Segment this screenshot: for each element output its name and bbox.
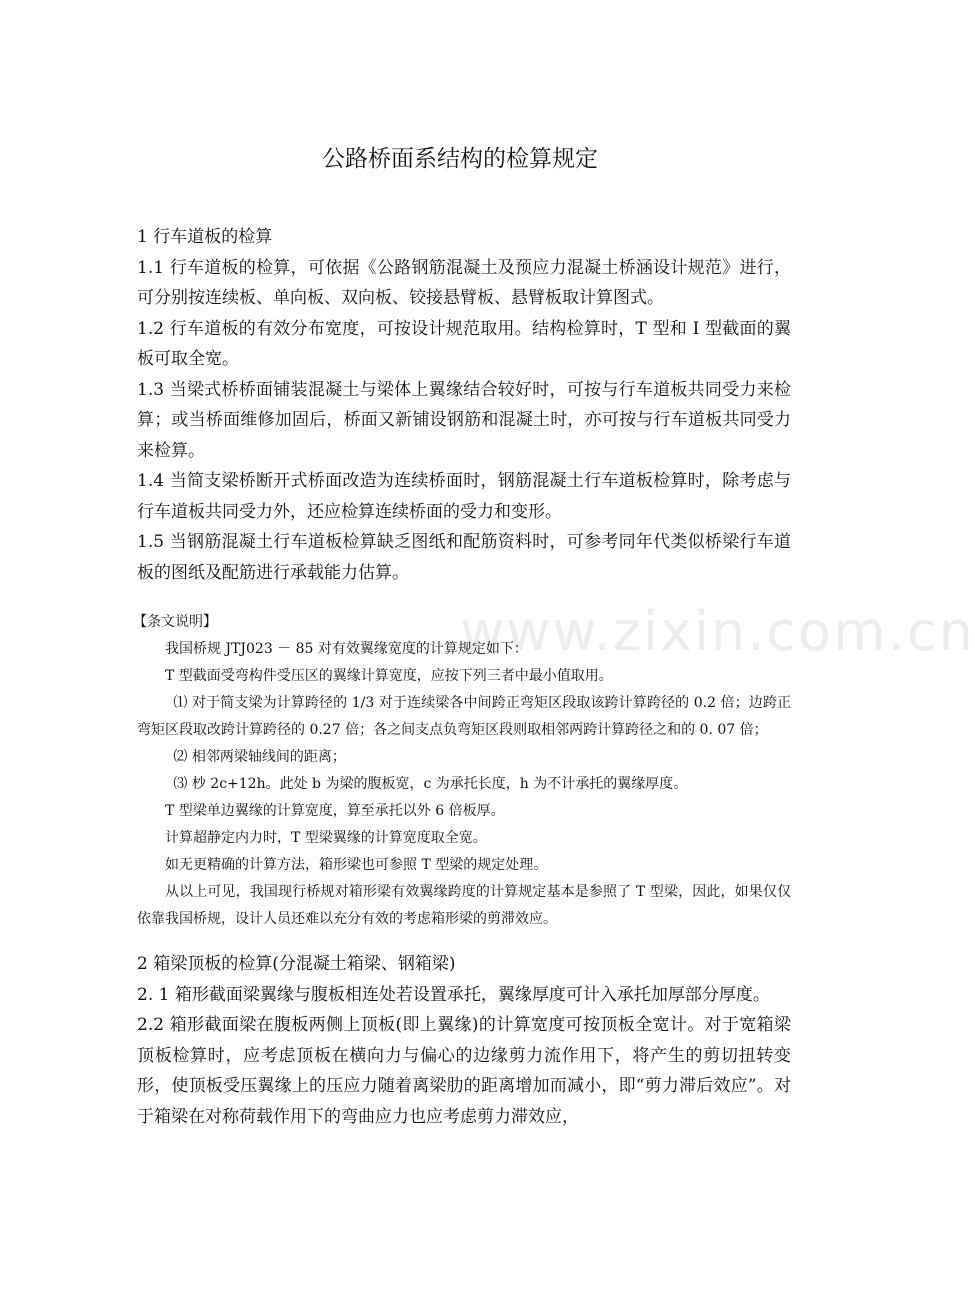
paragraph-1-3: 1.3 当梁式桥桥面铺装混凝土与梁体上翼缘结合较好时，可按与行车道板共同受力来检算；或当桥面维修加固后，桥面又新铺设钢筋和混凝土时，亦可按与行车道板共同受力来检算。	[137, 379, 791, 461]
note-paragraph: T 型截面受弯构件受压区的翼缘计算宽度，应按下列三者中最小值取用。	[165, 668, 613, 684]
paragraph-2-1: 2. 1 箱形截面梁翼缘与腹板相连处若设置承托，翼缘厚度可计入承托加厚部分厚度。	[137, 984, 770, 1005]
paragraph-2-2: 2.2 箱形截面梁在腹板两侧上顶板(即上翼缘)的计算宽度可按顶板全宽计。对于宽箱梁顶板检算时，应考虑顶板在横向力与偏心的边缘剪力流作用下，将产生的剪切扭转变形，使顶板受压翼缘上的压应力随着离梁肋的距离增加而减小，即“剪力滞后效应”。对于箱梁在对称荷载作用下的弯曲应力也应考虑剪力滞效应，	[137, 1015, 791, 1127]
note-list-item: ⑶ 杪 2c+12h。此处 b 为梁的腹板宽，c 为承托长度，h 为不计承托的翼缘厚度。	[173, 776, 688, 792]
paragraph-1-2: 1.2 行车道板的有效分布宽度，可按设计规范取用。结构检算时，T 型和 I 型截面的翼板可取全宽。	[137, 318, 791, 369]
note-paragraph: 从以上可见，我国现行桥规对箱形梁有效翼缘跨度的计算规定基本是参照了 T 型梁，因此，如果仅仅依靠我国桥规，设计人员还难以充分有效的考虑箱形梁的剪滞效应。	[137, 884, 791, 927]
paragraph-1-4: 1.4 当简支梁桥断开式桥面改造为连续桥面时，钢筋混凝土行车道板检算时，除考虑与行车道板共同受力外，还应检算连续桥面的受力和变形。	[137, 471, 791, 522]
note-paragraph: 我国桥规 JTJ023 － 85 对有效翼缘宽度的计算规定如下：	[165, 641, 528, 657]
note-header: 【条文说明】	[133, 614, 217, 630]
watermark: www.zixin.com.cn	[460, 600, 975, 663]
note-paragraph: T 型梁单边翼缘的计算宽度，算至承托以外 6 倍板厚。	[165, 803, 505, 819]
section-heading-2: 2 箱梁顶板的检算(分混凝土箱梁、钢箱梁)	[137, 954, 456, 974]
note-paragraph: 如无更精确的计算方法，箱形梁也可参照 T 型梁的规定处理。	[165, 857, 548, 873]
paragraph-1-5: 1.5 当钢筋混凝土行车道板检算缺乏图纸和配筋资料时，可参考同年代类似桥梁行车道板的图纸及配筋进行承载能力估算。	[137, 532, 791, 583]
note-list-item: ⑴ 对于简支梁为计算跨径的 1/3 对于连续梁各中间跨正弯矩区段取该跨计算跨径的 0.2 倍；边跨正弯矩区段取改跨计算跨径的 0.27 倍；各之间支点负弯矩区段则取相邻两跨计算跨径之和的 0. 07 倍；	[137, 695, 791, 738]
note-paragraph: 计算超静定内力时，T 型梁翼缘的计算宽度取全宽。	[165, 830, 487, 846]
section-heading-1: 1 行车道板的检算	[137, 227, 273, 247]
note-block	[133, 608, 791, 933]
note-list-item: ⑵ 相邻两梁轴线间的距离；	[173, 749, 346, 765]
paragraph-1-1: 1.1 行车道板的检算，可依据《公路钢筋混凝土及预应力混凝土桥涵设计规范》进行，可分别按连续板、单向板、双向板、铰接悬臂板、悬臂板取计算图式。	[137, 257, 791, 308]
document-body	[133, 222, 791, 1132]
page-title: 公路桥面系结构的检算规定	[322, 146, 598, 172]
